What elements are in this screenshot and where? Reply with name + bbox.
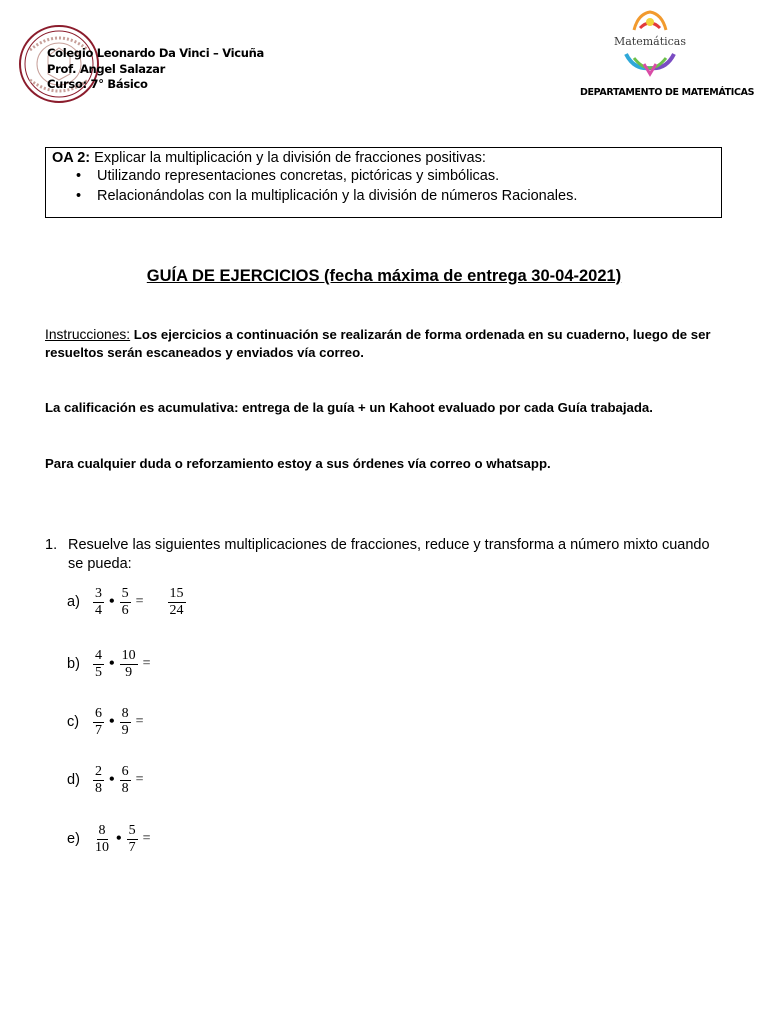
denominator: 6 xyxy=(121,602,129,618)
fraction xyxy=(93,706,104,739)
exercise-c xyxy=(67,704,144,740)
objective-label: OA 2: xyxy=(52,150,91,166)
multiply-operator: • xyxy=(109,771,115,788)
numerator: 8 xyxy=(121,705,129,721)
fraction xyxy=(120,706,131,739)
numerator: 8 xyxy=(98,822,106,838)
numerator: 4 xyxy=(95,647,102,663)
denominator: 9 xyxy=(121,722,129,738)
fraction xyxy=(93,823,111,856)
objective-item-text: Utilizando representaciones concretas, pictóricas y simbólicas. xyxy=(97,168,500,184)
numerator: 2 xyxy=(95,763,102,779)
fraction xyxy=(120,648,138,681)
question-1 xyxy=(45,536,725,573)
fraction xyxy=(93,648,104,681)
equals-sign: = xyxy=(142,656,151,671)
exercise-b xyxy=(67,646,151,682)
fraction xyxy=(120,586,131,619)
answer-denominator: 24 xyxy=(169,602,184,618)
equals-sign: = xyxy=(135,772,144,787)
answer-numerator: 15 xyxy=(169,585,184,601)
denominator: 9 xyxy=(125,664,133,680)
school-name: Colegio Leonardo Da Vinci – Vicuña xyxy=(47,46,264,60)
numerator: 5 xyxy=(128,822,136,838)
multiply-operator: • xyxy=(109,593,115,610)
equals-sign: = xyxy=(135,714,144,729)
numerator: 10 xyxy=(121,647,136,663)
numerator: 6 xyxy=(121,763,129,779)
exercise-label: c) xyxy=(67,714,80,730)
logo-text: Matemáticas xyxy=(613,35,687,48)
multiply-operator: • xyxy=(116,830,122,847)
objective-item-text: Relacionándolas con la multiplicación y la división de números Racionales. xyxy=(97,187,578,204)
denominator: 7 xyxy=(128,839,136,855)
exercise-label: a) xyxy=(67,594,80,610)
fraction xyxy=(93,764,104,797)
multiply-operator: • xyxy=(109,655,115,672)
multiply-operator: • xyxy=(109,713,115,730)
instructions-label: Instrucciones: xyxy=(45,327,131,342)
bullet-icon: • xyxy=(76,187,82,204)
instructions-paragraph xyxy=(45,326,730,362)
school-info xyxy=(47,46,264,93)
fraction xyxy=(93,586,104,619)
question-text: Resuelve las siguientes multiplicaciones de fracciones, reduce y transforma a número mixto cuando se pueda: xyxy=(68,537,710,572)
denominator: 5 xyxy=(95,664,102,680)
denominator: 8 xyxy=(121,780,129,796)
exercise-label: e) xyxy=(67,831,80,847)
exercise-e xyxy=(67,821,151,857)
question-number: 1. xyxy=(45,537,58,553)
objective-item xyxy=(52,167,721,187)
exercise-d xyxy=(67,762,144,798)
fraction xyxy=(120,764,131,797)
exercise-a xyxy=(67,584,188,620)
answer-fraction xyxy=(168,586,186,619)
objective-text: Explicar la multiplicación y la división de fracciones positivas: xyxy=(94,150,486,166)
denominator: 4 xyxy=(95,602,102,618)
worksheet-title: GUÍA DE EJERCICIOS (fecha máxima de entrega 30-04-2021) xyxy=(146,267,622,285)
exercise-label: d) xyxy=(67,772,80,788)
numerator: 3 xyxy=(95,585,102,601)
numerator: 5 xyxy=(121,585,129,601)
denominator: 7 xyxy=(95,722,102,738)
department-name: DEPARTAMENTO DE MATEMÁTICAS xyxy=(580,87,755,98)
grading-paragraph: La calificación es acumulativa: entrega de la guía + un Kahoot evaluado por cada Guía trabajada. xyxy=(45,400,653,415)
denominator: 10 xyxy=(95,839,109,855)
contact-paragraph: Para cualquier duda o reforzamiento estoy a sus órdenes vía correo o whatsapp. xyxy=(45,456,551,471)
bullet-icon: • xyxy=(76,168,82,184)
learning-objective-box xyxy=(45,147,722,218)
denominator: 8 xyxy=(95,780,102,796)
exercise-label: b) xyxy=(67,656,80,672)
numerator: 6 xyxy=(95,705,102,721)
teacher-name: Prof. Angel Salazar xyxy=(47,61,165,76)
equals-sign: = xyxy=(135,594,144,609)
fraction xyxy=(127,823,138,856)
instructions-text: Los ejercicios a continuación se realizarán de forma ordenada en su cuaderno, luego de ser resueltos serán escaneados y enviados vía correo. xyxy=(45,327,711,360)
objective-heading xyxy=(52,149,721,167)
course-name: Curso: 7° Básico xyxy=(47,77,148,91)
objective-item xyxy=(52,187,721,207)
equals-sign: = xyxy=(142,831,151,846)
